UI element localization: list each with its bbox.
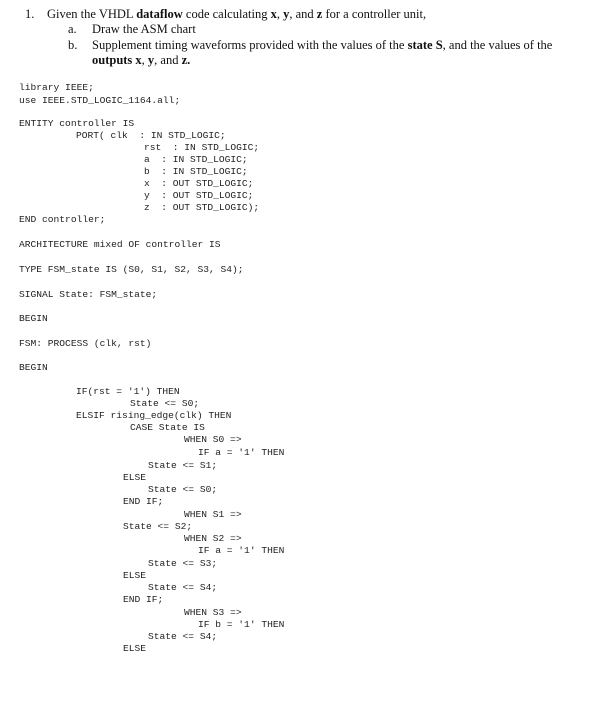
intro-sep2: , and bbox=[289, 7, 317, 21]
subitem-a-text: Draw the ASM chart bbox=[92, 22, 196, 36]
code-line-when-s1: WHEN S1 => bbox=[184, 509, 242, 520]
code-line-state-s0: State <= S0; bbox=[148, 484, 218, 495]
code-line-port-a: a : IN STD_LOGIC; bbox=[144, 154, 248, 165]
code-line-endif-s0: END IF; bbox=[123, 496, 164, 507]
b-sep1: , bbox=[141, 53, 148, 67]
question-number: 1. bbox=[25, 7, 35, 21]
subitem-b-line1 bbox=[92, 38, 552, 52]
intro-z: z bbox=[316, 7, 323, 21]
intro-y: y bbox=[283, 7, 290, 21]
code-line-else-s3: ELSE bbox=[123, 643, 147, 654]
code-line-else-s0: ELSE bbox=[123, 472, 147, 483]
code-line-port-x: x : OUT STD_LOGIC; bbox=[144, 178, 254, 189]
intro-prefix: Given the VHDL bbox=[47, 7, 137, 21]
code-line-process: FSM: PROCESS (clk, rst) bbox=[19, 338, 152, 349]
subitem-b-line2 bbox=[92, 53, 190, 67]
code-line-when-s2: WHEN S2 => bbox=[184, 533, 242, 544]
code-line-architecture: ARCHITECTURE mixed OF controller IS bbox=[19, 239, 221, 250]
code-line-port-z: z : OUT STD_LOGIC); bbox=[144, 202, 260, 213]
b-z: z. bbox=[181, 53, 191, 67]
b-text1: Supplement timing waveforms provided with the values of the bbox=[92, 38, 408, 52]
b-x: x bbox=[132, 53, 142, 67]
code-line-begin-arch: BEGIN bbox=[19, 313, 48, 324]
question-intro bbox=[47, 7, 426, 21]
code-line-use: use IEEE.STD_LOGIC_1164.all; bbox=[19, 95, 181, 106]
code-line-library: library IEEE; bbox=[19, 82, 94, 93]
b-bold-state: state S bbox=[407, 38, 443, 52]
intro-suffix: for a controller unit, bbox=[322, 7, 427, 21]
code-line-end-entity: END controller; bbox=[19, 214, 106, 225]
code-line-begin-process: BEGIN bbox=[19, 362, 48, 373]
code-line-state-s0-reset: State <= S0; bbox=[130, 398, 200, 409]
code-line-port-y: y : OUT STD_LOGIC; bbox=[144, 190, 254, 201]
intro-sep1: , bbox=[276, 7, 284, 21]
intro-bold-dataflow: dataflow bbox=[136, 7, 183, 21]
code-line-signal: SIGNAL State: FSM_state; bbox=[19, 289, 158, 300]
b-text2: , and the values of the bbox=[442, 38, 553, 52]
code-line-state-s2: State <= S2; bbox=[123, 521, 193, 532]
code-line-entity: ENTITY controller IS bbox=[19, 118, 135, 129]
code-line-endif-s2: END IF; bbox=[123, 594, 164, 605]
intro-mid: code calculating bbox=[182, 7, 271, 21]
code-line-if-rst: IF(rst = '1') THEN bbox=[76, 386, 180, 397]
code-line-port-clk: PORT( clk : IN STD_LOGIC; bbox=[76, 130, 226, 141]
code-line-if-b-s3: IF b = '1' THEN bbox=[198, 619, 285, 630]
code-line-if-a-s0: IF a = '1' THEN bbox=[198, 447, 285, 458]
b-bold-outputs: outputs bbox=[92, 53, 133, 67]
subitem-a-marker: a. bbox=[68, 22, 77, 36]
code-line-type: TYPE FSM_state IS (S0, S1, S2, S3, S4); bbox=[19, 264, 244, 275]
code-line-case: CASE State IS bbox=[130, 422, 205, 433]
b-sep2: , and bbox=[154, 53, 182, 67]
code-line-when-s0: WHEN S0 => bbox=[184, 434, 242, 445]
code-line-if-a-s2: IF a = '1' THEN bbox=[198, 545, 285, 556]
code-line-state-s4-b: State <= S4; bbox=[148, 631, 218, 642]
code-line-state-s3: State <= S3; bbox=[148, 558, 218, 569]
code-line-else-s2: ELSE bbox=[123, 570, 147, 581]
code-line-when-s3: WHEN S3 => bbox=[184, 607, 242, 618]
code-line-port-b: b : IN STD_LOGIC; bbox=[144, 166, 248, 177]
code-line-elsif-clk: ELSIF rising_edge(clk) THEN bbox=[76, 410, 232, 421]
b-y: y bbox=[147, 53, 155, 67]
subitem-b-marker: b. bbox=[68, 38, 78, 52]
code-line-state-s1: State <= S1; bbox=[148, 460, 218, 471]
intro-x: x bbox=[270, 7, 277, 21]
code-line-state-s4: State <= S4; bbox=[148, 582, 218, 593]
code-line-port-rst: rst : IN STD_LOGIC; bbox=[144, 142, 260, 153]
